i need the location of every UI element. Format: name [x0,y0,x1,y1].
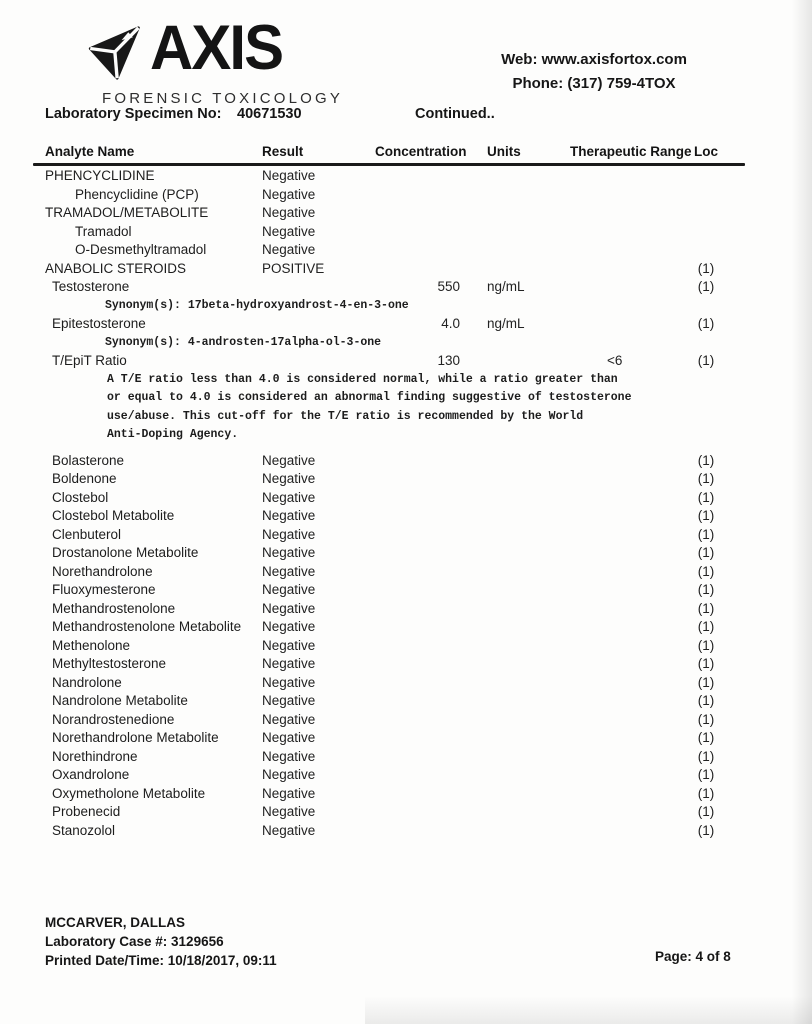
table-row [0,637,812,656]
loc-value: (1) [697,785,715,801]
results-table [0,143,812,840]
result-value: Negative [262,186,316,202]
result-value: Negative [262,489,316,505]
analyte-name: PHENCYCLIDINE [45,168,155,183]
loc-value [684,204,728,223]
analyte-name: Epitestosterone [52,316,146,331]
analyte-name: Nandrolone [52,674,122,690]
col-concentration: Concentration [375,144,467,159]
table-row [0,352,812,371]
concentration-value [375,729,460,748]
result-value: Negative [262,526,316,542]
analyte-name: Oxandrolone [52,767,130,782]
synonym-line: Synonym(s): 4-androsten-17alpha-ol-3-one [105,335,382,349]
concentration-value [375,822,460,841]
table-row [0,729,812,748]
table-row [0,655,812,674]
printed-datetime: Printed Date/Time: 10/18/2017, 09:11 [45,953,277,968]
units-value [487,204,562,223]
concentration-value [375,581,460,600]
result-value: Negative [262,223,316,239]
specimen-row [45,106,495,122]
table-row [0,452,812,471]
loc-value [684,167,728,186]
units-value [487,637,562,656]
concentration-value [375,204,460,223]
analyte-name: Tramadol [75,223,132,239]
units-value [487,526,562,545]
col-units: Units [487,144,521,159]
patient-name: MCCARVER, DALLAS [45,915,186,930]
loc-value: (1) [697,489,715,505]
concentration-value [375,785,460,804]
table-row [0,526,812,545]
analyte-name: T/EpiT Ratio [52,353,127,368]
result-value: Negative [262,563,316,579]
table-row [0,186,812,205]
table-row [0,470,812,489]
therapeutic-range-value [562,563,682,582]
units-value [487,186,562,205]
analyte-name: Oxymetholone Metabolite [52,785,206,801]
therapeutic-range-value [562,260,682,279]
therapeutic-range-value [562,186,682,205]
units-value: ng/mL [487,279,525,294]
units-value [487,167,562,186]
units-value [487,489,562,508]
concentration-value: 130 [437,353,460,368]
table-row [0,489,812,508]
concentration-value [375,766,460,785]
col-loc: Loc [693,144,718,159]
table-row [0,711,812,730]
result-value: Negative [262,508,316,523]
loc-value: (1) [697,637,715,653]
contact-web: Web: www.axisfortox.com [501,51,687,68]
concentration-value [375,167,460,186]
loc-value: (1) [697,545,715,560]
concentration-value [375,618,460,637]
result-value: Negative [262,730,316,745]
analyte-name: Nandrolone Metabolite [52,693,188,708]
loc-value: (1) [697,693,715,708]
result-value: Negative [262,471,316,486]
analyte-name: TRAMADOL/METABOLITE [45,205,209,220]
loc-value: (1) [697,508,715,523]
analyte-name: Drostanolone Metabolite [52,545,199,560]
table-row [0,822,812,841]
concentration-value [375,600,460,619]
concentration-value [375,692,460,711]
loc-value: (1) [697,619,715,634]
result-value: Negative [262,711,316,727]
table-row [0,600,812,619]
loc-value: (1) [697,656,715,671]
result-value: Negative [262,582,316,597]
result-value: Negative [262,748,316,764]
therapeutic-range-value [562,167,682,186]
result-value: Negative [262,785,316,801]
result-value [262,278,375,297]
result-value: Negative [262,205,316,220]
loc-value: (1) [697,711,715,727]
concentration-value [375,563,460,582]
table-row [0,315,812,334]
loc-value: (1) [697,260,715,276]
concentration-value [375,711,460,730]
therapeutic-range-value [562,526,682,545]
analyte-name: Testosterone [52,279,130,294]
contact-phone: Phone: (317) 759-4TOX [512,75,676,92]
analyte-name: Methenolone [52,637,131,653]
concentration-value [375,223,460,242]
analyte-name: Norethindrone [52,748,138,764]
contact-info [468,48,720,96]
loc-value: (1) [697,767,715,782]
units-value [487,618,562,637]
units-value [487,470,562,489]
analyte-name: Methandrostenolone [52,600,176,616]
table-row [0,692,812,711]
therapeutic-range-value [562,315,682,334]
therapeutic-range-value [562,452,682,471]
table-row [0,260,812,279]
units-value [487,766,562,785]
units-value [487,674,562,693]
axis-logo [88,13,344,107]
therapeutic-range-value [562,507,682,526]
therapeutic-range-value [562,544,682,563]
synonym-line: Synonym(s): 17beta-hydroxyandrost-4-en-3-one [105,298,409,312]
result-value: Negative [262,242,316,257]
analyte-name: ANABOLIC STEROIDS [45,260,187,276]
loc-value: (1) [697,804,715,819]
therapeutic-range-value [562,637,682,656]
loc-value: (1) [697,452,715,468]
result-value: Negative [262,452,316,468]
concentration-value: 550 [437,279,460,294]
case-number: Laboratory Case #: 3129656 [45,934,224,949]
analyte-name: Clenbuterol [52,526,122,542]
col-analyte-name: Analyte Name [45,144,135,159]
result-value: Negative [262,619,316,634]
analyte-name: Phencyclidine (PCP) [75,186,199,202]
therapeutic-range-value [562,581,682,600]
result-value: Negative [262,637,316,653]
units-value [487,260,562,279]
analyte-name: Methandrostenolone Metabolite [52,619,242,634]
loc-value: (1) [697,582,715,597]
loc-value [684,186,728,205]
table-row [0,204,812,223]
units-value [487,655,562,674]
table-row [0,618,812,637]
result-value [262,352,375,371]
units-value [487,507,562,526]
therapeutic-range-value: <6 [607,353,623,368]
therapeutic-range-value [562,803,682,822]
table-row [0,803,812,822]
concentration-value [375,186,460,205]
concentration-value [375,803,460,822]
table-row [0,674,812,693]
axis-triangle-icon [88,20,144,86]
col-result: Result [262,144,304,159]
table-row [0,278,812,297]
concentration-value: 4.0 [441,316,460,331]
concentration-value [375,241,460,260]
therapeutic-range-value [562,692,682,711]
therapeutic-range-value [562,711,682,730]
col-therapeutic-range: Therapeutic Range [570,144,692,159]
result-value: Negative [262,545,316,560]
units-value [487,822,562,841]
result-value: Negative [262,693,316,708]
concentration-value [375,526,460,545]
analyte-name: Boldenone [52,471,117,486]
concentration-value [375,470,460,489]
units-value [487,711,562,730]
therapeutic-range-value [562,618,682,637]
therapeutic-range-value [562,822,682,841]
therapeutic-range-value [562,600,682,619]
loc-value: (1) [697,279,715,294]
loc-value [684,223,728,242]
ratio-note-line: A T/E ratio less than 4.0 is considered normal, while a ratio greater than [107,372,618,386]
table-row [0,581,812,600]
analyte-name: Bolasterone [52,452,125,468]
therapeutic-range-value [562,204,682,223]
result-value [262,315,375,334]
therapeutic-range-value [562,489,682,508]
therapeutic-range-value [562,785,682,804]
page-number: Page: 4 of 8 [655,949,731,964]
analyte-name: Stanozolol [52,822,116,838]
table-row [0,241,812,260]
units-value [487,785,562,804]
table-row [0,223,812,242]
units-value [487,241,562,260]
therapeutic-range-value [562,748,682,767]
units-value: ng/mL [487,316,525,331]
units-value [487,692,562,711]
table-row [0,766,812,785]
loc-value: (1) [697,600,715,616]
analyte-name: Norandrostenedione [52,711,175,727]
analyte-name: Fluoxymesterone [52,582,156,597]
analyte-name: O-Desmethyltramadol [75,242,207,257]
table-header [0,143,812,162]
analyte-name: Probenecid [52,804,121,819]
loc-value: (1) [697,674,715,690]
concentration-value [375,674,460,693]
units-value [487,600,562,619]
report-footer [45,913,277,970]
units-value [487,563,562,582]
loc-value [684,241,728,260]
result-value: Negative [262,674,316,690]
result-value: Negative [262,656,316,671]
table-row [0,544,812,563]
units-value [487,544,562,563]
loc-value: (1) [697,748,715,764]
result-value: Negative [262,600,316,616]
units-value [487,748,562,767]
therapeutic-range-value [562,241,682,260]
loc-value: (1) [697,563,715,579]
concentration-value [375,655,460,674]
therapeutic-range-value [562,470,682,489]
loc-value: (1) [697,822,715,838]
brand-subtitle: FORENSIC TOXICOLOGY [102,90,344,107]
therapeutic-range-value [562,766,682,785]
loc-value: (1) [697,471,715,486]
units-value [487,803,562,822]
concentration-value [375,260,460,279]
loc-value: (1) [697,353,715,368]
result-value: POSITIVE [262,260,325,276]
concentration-value [375,748,460,767]
therapeutic-range-value [562,278,682,297]
concentration-value [375,544,460,563]
header-rule [33,163,745,166]
concentration-value [375,637,460,656]
table-row [0,167,812,186]
loc-value: (1) [697,526,715,542]
units-value [487,223,562,242]
therapeutic-range-value [562,655,682,674]
result-value: Negative [262,822,316,838]
ratio-note-line: Anti-Doping Agency. [107,428,239,441]
result-value: Negative [262,767,316,782]
analyte-name: Norethandrolone Metabolite [52,730,219,745]
units-value [487,352,562,371]
brand-name: AXIS [150,13,283,83]
analyte-name: Methyltestosterone [52,656,167,671]
continued-label: Continued.. [415,106,495,122]
therapeutic-range-value [562,729,682,748]
therapeutic-range-value [562,674,682,693]
units-value [487,452,562,471]
specimen-label: Laboratory Specimen No: [45,106,222,122]
table-row [0,507,812,526]
table-row [0,563,812,582]
ratio-note-line: use/abuse. This cut-off for the T/E ratio is recommended by the World [107,409,584,423]
table-row [0,748,812,767]
analyte-name: Norethandrolone [52,563,153,579]
concentration-value [375,507,460,526]
specimen-number: 40671530 [237,106,302,122]
analyte-name: Clostebol Metabolite [52,508,175,523]
table-row [0,785,812,804]
analyte-rows [0,167,812,840]
scan-bottom-shadow [365,996,812,1024]
ratio-note-line: or equal to 4.0 is considered an abnormal finding suggestive of testosterone [107,391,632,404]
result-value: Negative [262,168,316,183]
loc-value: (1) [697,316,715,331]
therapeutic-range-value [562,223,682,242]
units-value [487,581,562,600]
units-value [487,729,562,748]
concentration-value [375,452,460,471]
analyte-name: Clostebol [52,489,109,505]
concentration-value [375,489,460,508]
loc-value: (1) [697,730,715,745]
result-value: Negative [262,804,316,819]
